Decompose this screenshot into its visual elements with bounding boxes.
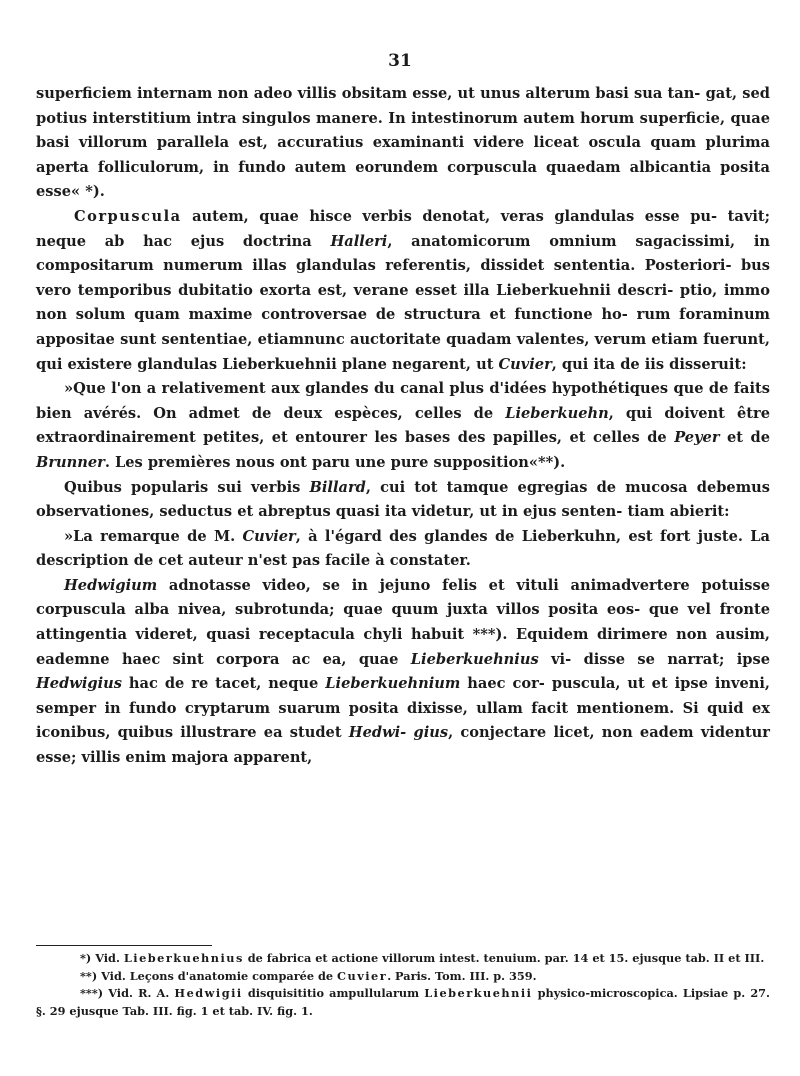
text-line: , qui ita de iis disseruit: <box>551 355 747 373</box>
author-name: Cuvier <box>498 355 552 373</box>
text-line: vi- <box>538 650 572 668</box>
text-line: bus vero temporibus dubitatio exorta est, verane esset illa Lieberkuehnii descri- <box>36 257 770 299</box>
text-line: puscula, ut et ipse inveni, semper in fundo cryptarum suarum posita dixisse, <box>36 675 770 717</box>
footnote-text: de fabrica et actione villorum intest. tenuium. par. 14 et 15. <box>243 951 629 965</box>
text-line: disse se narrat; ipse <box>583 650 770 668</box>
footnote-text: . Paris. Tom. III. p. 359. <box>387 968 537 983</box>
footnote-author: Lieberkuehnii <box>424 986 533 1001</box>
text-line: rum foraminum appositae sunt sententiae, etiamnunc auctoritate quadam valentes, <box>36 306 770 348</box>
author-name: gius <box>413 724 449 742</box>
author-name: Cuvier <box>242 527 296 545</box>
page-number: 31 <box>388 51 412 71</box>
text-line: adnotasse video, se in jejuno felis et vituli animadvertere <box>157 576 690 594</box>
text-line: . Les premières nous ont paru une pure supposition«**). <box>104 453 566 471</box>
footnote-text: Lipsiae p. 27. §. 29 ejusque Tab. III. fig. 1 et tab. IV. fig. 1. <box>36 986 770 1018</box>
text-line: , conjectare licet, non eadem videntur esse; villis enim majora apparent, <box>36 724 770 767</box>
text-line: verum etiam fuerunt, qui existere glandulas Lieberkuehnii plane negarent, ut <box>36 330 770 373</box>
text-line: doivent être extraordinairement petites, et entourer les bases des papilles, et celles <box>36 404 770 447</box>
text-line: ptio, immo non solum quam maxime controversae de structura et functione ho- <box>36 281 770 324</box>
text-line: quaedam albicantia posita esse« *). <box>36 158 770 201</box>
text-line: Quibus popularis sui verbis <box>64 478 310 496</box>
paragraph-billard <box>36 476 770 525</box>
text-line: dirimere non ausim, eademne haec sint corpora ac ea, quae <box>36 626 770 668</box>
text-line: que de faits bien avérés. On admet de deux espèces, celles de <box>36 380 770 422</box>
text-line: oscula quam plurima aperta folliculorum, in fundo autem eorundem corpuscula <box>36 134 770 176</box>
author-name: Hedwigius <box>36 675 122 693</box>
footnote-author: Hedwigii <box>174 986 243 1001</box>
footnotes <box>36 950 770 1020</box>
footnote-2 <box>36 968 770 986</box>
author-name: Lieberkuehnium <box>325 675 461 693</box>
text-line: ullam facit mentionem. Si quid ex iconibus, quibus illustrare ea studet <box>36 699 770 742</box>
author-name: Brunner <box>36 453 105 471</box>
author-name: Halleri <box>330 232 388 250</box>
author-name: Peyer <box>674 429 720 447</box>
text-line: et de <box>719 429 770 447</box>
text-line: que vel fronte attingentia videret, quasi receptacula chyli habuit ***). Equidem <box>36 601 770 644</box>
footnote-marker: **) <box>80 968 98 983</box>
footnote-text: physico-microscopica. <box>532 986 678 1001</box>
text-line: fort juste. La description de cet auteur n'est pas facile à constater. <box>36 527 770 570</box>
author-name: Lieberkuehn <box>505 404 609 422</box>
spaced-term: Corpuscula <box>74 207 182 225</box>
text-line: »Que l'on a relativement aux glandes du canal plus d'idées hypothétiques <box>64 380 669 398</box>
text-line: gat, sed potius interstitium intra singulos manere. In intestinorum autem horum <box>36 85 770 127</box>
text-line: potuisse corpuscula alba nivea, subrotunda; quae quum juxta villos posita eos- <box>36 576 770 619</box>
text-line: , anatomicorum omnium sagacissimi, in <box>387 232 770 250</box>
author-name: Billard <box>309 478 366 496</box>
text-line: compositarum numerum illas glandulas referentis, dissidet sententia. Posteriori- <box>36 257 732 275</box>
text-line: superficiem internam non adeo villis obsitam esse, ut unus alterum basi sua tan- <box>36 85 701 102</box>
quote-cuvier <box>36 377 770 475</box>
text-line: hac de re tacet, neque <box>121 675 326 693</box>
text-line: autem, quae hisce verbis denotat, veras glandulas esse pu- <box>181 207 718 225</box>
footnote-author: Lieberkuehnius <box>123 951 244 965</box>
footnote-text: Vid. <box>91 951 124 965</box>
footnote-marker: *) <box>80 951 92 965</box>
text-line: »La remarque de M. <box>64 527 243 545</box>
text-line: superficie, quae basi villorum parallela est, accuratius examinanti videre liceat <box>36 109 770 152</box>
text-line: , qui <box>608 404 653 422</box>
footnote-1 <box>36 950 770 968</box>
quote-billard <box>36 525 770 574</box>
author-name: Lieberkuehnius <box>410 650 539 668</box>
text-line: haec cor- <box>460 675 545 693</box>
paragraph-1 <box>36 82 770 205</box>
text-line: debemus observationes, seductus et abreptus quasi ita videtur, ut in ejus senten- <box>36 478 770 521</box>
author-name: Hedwigium <box>64 576 158 594</box>
footnote-divider <box>36 945 212 946</box>
footnote-text: Vid. R. A. <box>103 986 175 1001</box>
footnote-text: Vid. Leçons d'anatomie comparée de <box>97 968 337 983</box>
paragraph-hedwig <box>36 574 770 771</box>
text-line: tiam abierit: <box>627 503 730 521</box>
text-line: tavit; neque ab hac ejus doctrina <box>36 207 770 250</box>
footnote-author: Cuvier <box>336 968 388 983</box>
text-line: , cui tot tamque egregias de mucosa <box>365 478 688 496</box>
text-line: , à l'égard des glandes de Lieberkuhn, est <box>295 527 653 545</box>
footnote-marker: ***) <box>80 986 104 1001</box>
main-text <box>36 82 770 771</box>
footnote-text: disquisititio ampullularum <box>242 986 425 1001</box>
author-name: Hedwi- <box>348 724 407 742</box>
paragraph-2 <box>36 205 770 377</box>
text-line: de <box>647 429 675 447</box>
footnote-3 <box>36 985 770 1020</box>
footnote-text: ejusque tab. II et III. <box>632 951 765 965</box>
